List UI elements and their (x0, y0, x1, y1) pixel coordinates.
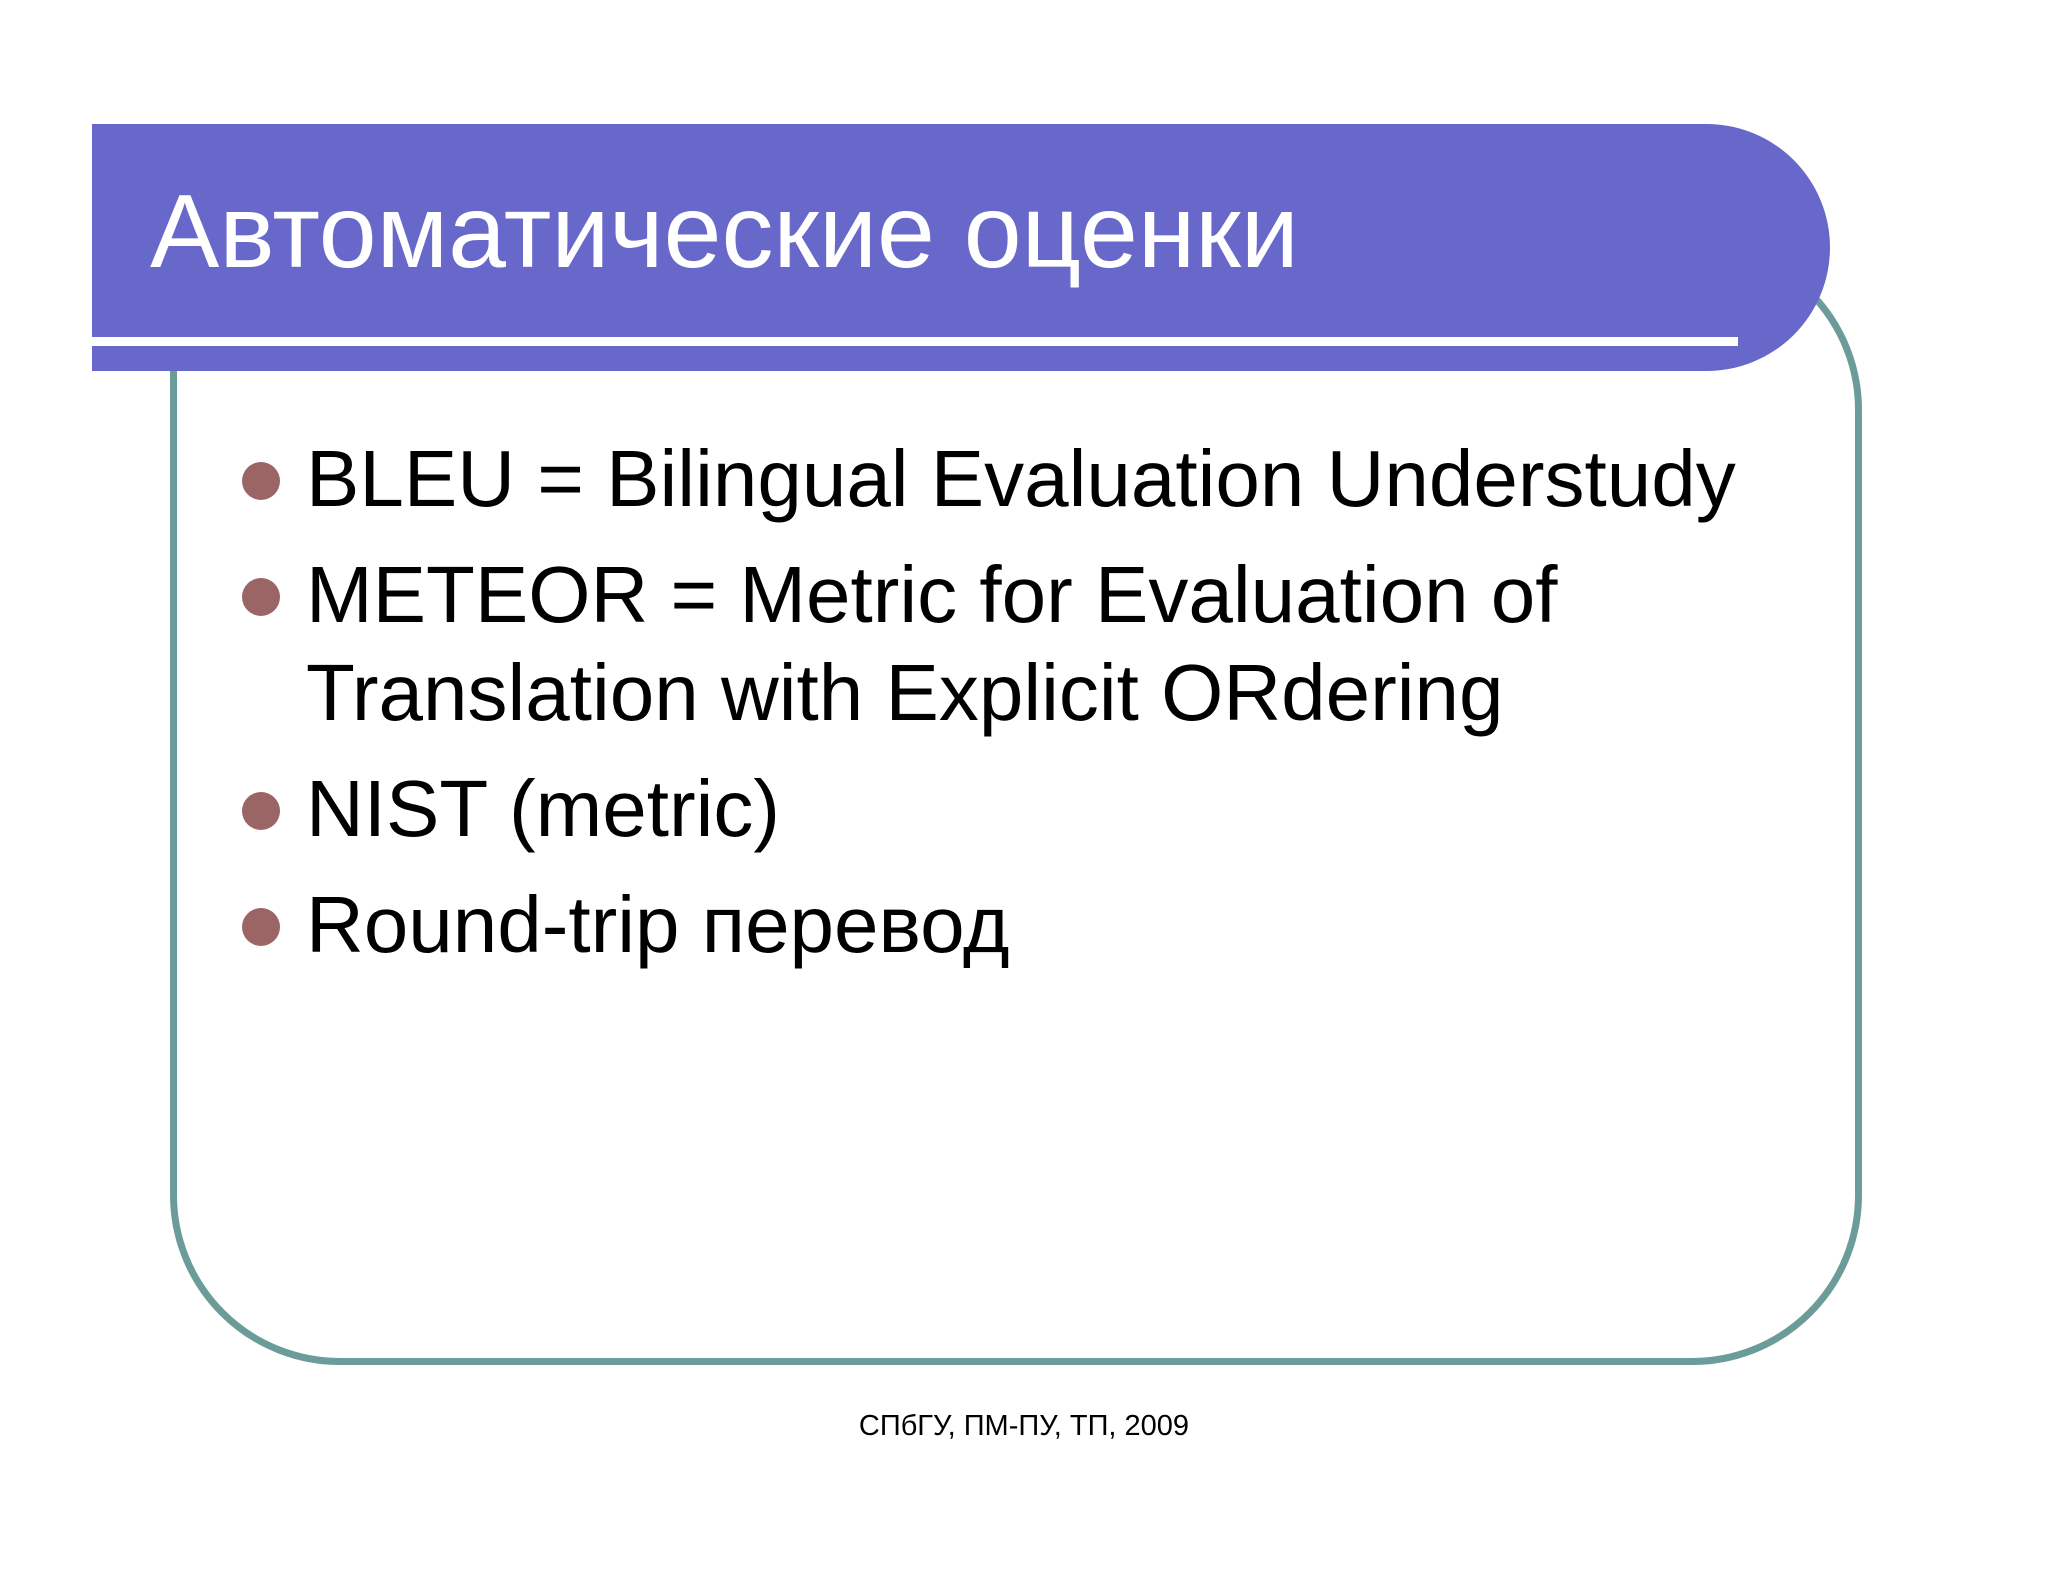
bullet-dot-icon (242, 792, 280, 830)
bullet-text: Round-trip перевод (306, 880, 1010, 969)
bullet-dot-icon (242, 908, 280, 946)
bullet-dot-icon (242, 578, 280, 616)
bullet-item-round-trip (240, 876, 1800, 974)
bullet-dot-icon (242, 462, 280, 500)
bullet-text: BLEU = Bilingual Evaluation Understudy (306, 434, 1736, 523)
bullet-item-bleu (240, 430, 1800, 528)
bullet-text: METEOR = Metric for Evaluation of Translation with Explicit ORdering (306, 550, 1558, 737)
title-divider (92, 337, 1738, 346)
slide-footer: СПбГУ, ПМ-ПУ, ТП, 2009 (858, 1410, 1190, 1442)
bullet-list (240, 430, 1800, 992)
bullet-item-nist (240, 760, 1800, 858)
bullet-item-meteor (240, 546, 1800, 742)
slide-title: Автоматические оценки (150, 174, 1299, 290)
bullet-text: NIST (metric) (306, 764, 781, 853)
